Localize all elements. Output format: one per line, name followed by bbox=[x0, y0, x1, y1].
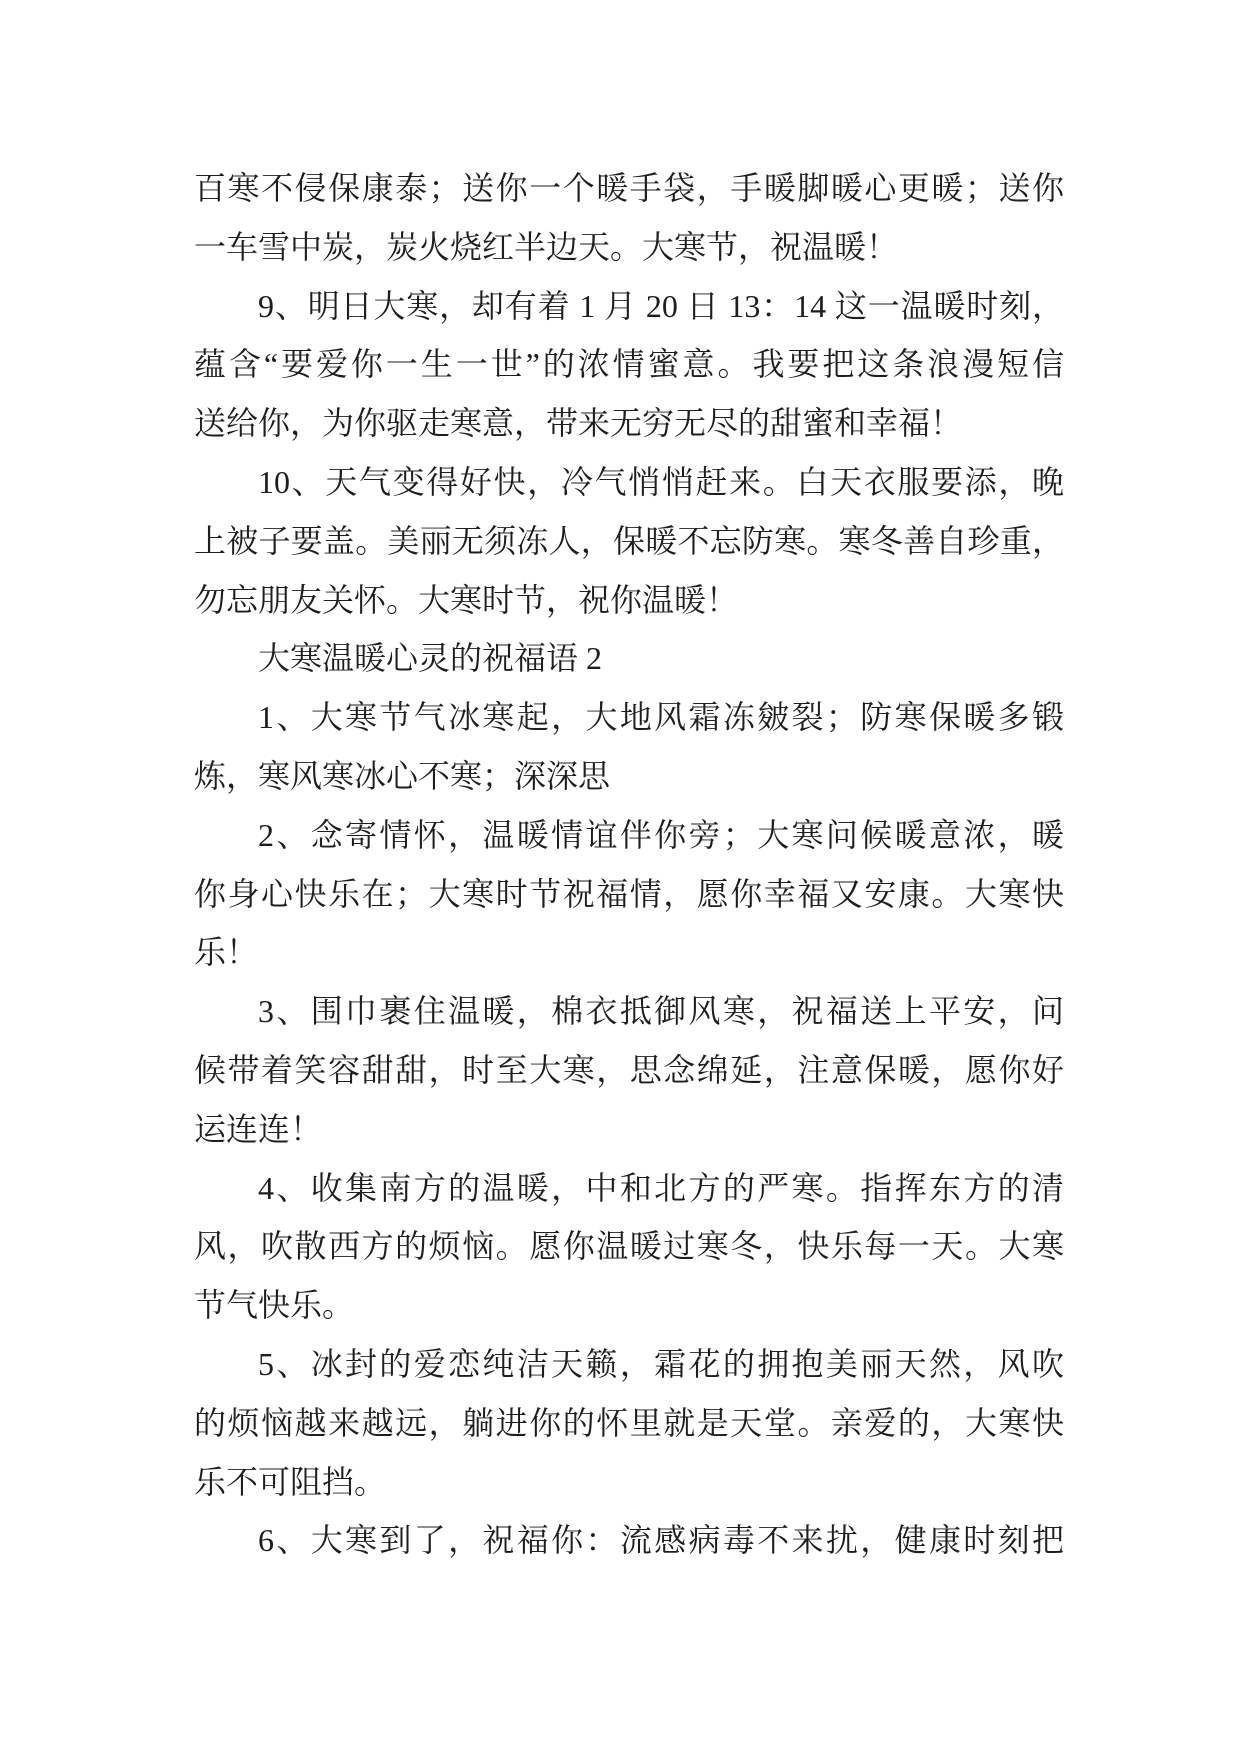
section-heading: 大寒温暖心灵的祝福语 2 bbox=[258, 640, 603, 677]
text-line: 乐！ bbox=[194, 934, 259, 971]
text-line: 3、围巾裹住温暖，棉衣抵御风寒，祝福送上平安，问 bbox=[258, 993, 1064, 1030]
text-line: 炼，寒风寒冰心不寒；深深思 bbox=[194, 757, 611, 794]
paragraph bbox=[194, 1159, 1064, 1335]
text-line: 送给你，为你驱走寒意，带来无穷无尽的甜蜜和幸福！ bbox=[194, 405, 963, 442]
paragraph bbox=[194, 982, 1064, 1158]
text-line: 勿忘朋友关怀。大寒时节，祝你温暖！ bbox=[194, 581, 739, 618]
text-line: 6、大寒到了，祝福你：流感病毒不来扰，健康时刻把 bbox=[258, 1522, 1064, 1559]
text-line: 蕴含“要爱你一生一世”的浓情蜜意。我要把这条浪漫短信 bbox=[194, 346, 1064, 383]
text-line: 1、大寒节气冰寒起，大地风霜冻皴裂；防寒保暖多锻 bbox=[258, 699, 1064, 736]
text-line: 节气快乐。 bbox=[194, 1287, 355, 1324]
text-line: 百寒不侵保康泰；送你一个暖手袋，手暖脚暖心更暖；送你 bbox=[194, 170, 1064, 206]
text-line: 上被子要盖。美丽无须冻人，保暖不忘防寒。寒冬善自珍重， bbox=[194, 522, 1064, 559]
text-line: 乐不可阻挡。 bbox=[194, 1463, 387, 1500]
paragraph bbox=[194, 629, 1064, 688]
text-line: 运连连！ bbox=[194, 1110, 323, 1147]
paragraph bbox=[194, 806, 1064, 982]
document-page bbox=[194, 159, 1064, 1570]
text-line: 5、冰封的爱恋纯洁天籁，霜花的拥抱美丽天然，风吹 bbox=[258, 1345, 1064, 1382]
paragraph bbox=[194, 159, 1064, 277]
text-line: 候带着笑容甜甜，时至大寒，思念绵延，注意保暖，愿你好 bbox=[194, 1051, 1064, 1088]
text-line: 4、收集南方的温暖，中和北方的严寒。指挥东方的清 bbox=[258, 1169, 1064, 1206]
text-line: 一车雪中炭，炭火烧红半边天。大寒节，祝温暖！ bbox=[194, 228, 899, 265]
text-line: 10、天气变得好快，冷气悄悄赶来。白天衣服要添，晚 bbox=[258, 463, 1064, 500]
text-line: 2、念寄情怀，温暖情谊伴你旁；大寒问候暖意浓，暖 bbox=[258, 816, 1064, 853]
paragraph bbox=[194, 1335, 1064, 1511]
paragraph bbox=[194, 277, 1064, 453]
text-line: 你身心快乐在；大寒时节祝福情，愿你幸福又安康。大寒快 bbox=[194, 875, 1064, 912]
paragraph bbox=[194, 453, 1064, 629]
paragraph bbox=[194, 688, 1064, 806]
text-line: 9、明日大寒，却有着 1 月 20 日 13：14 这一温暖时刻， bbox=[258, 287, 1064, 324]
text-line: 风，吹散西方的烦恼。愿你温暖过寒冬，快乐每一天。大寒 bbox=[194, 1228, 1064, 1265]
text-line: 的烦恼越来越远，躺进你的怀里就是天堂。亲爱的，大寒快 bbox=[194, 1404, 1064, 1441]
paragraph bbox=[194, 1511, 1064, 1570]
